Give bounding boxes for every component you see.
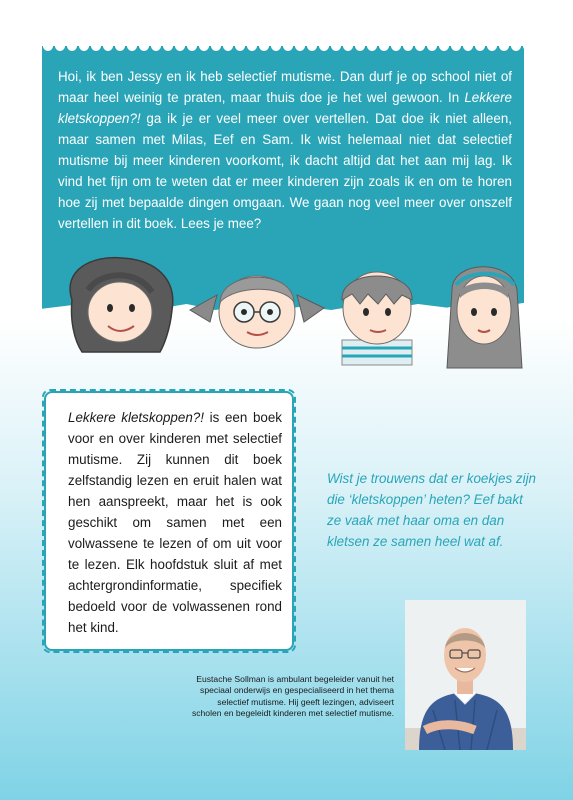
child-face-milas	[190, 276, 324, 348]
child-face-eef	[447, 267, 522, 368]
child-face-sam	[342, 272, 412, 365]
author-portrait	[405, 600, 526, 750]
intro-text-part-2: ga ik je er veel meer over vertellen. Dat doe ik niet alleen, maar samen met Milas, Eef en Sam. Ik wist helemaal niet dat selectief mutisme bij meer kinderen voorkomt, ik dacht altijd dat het aan mij lag. Ik vind het fijn om te weten dat er meer kinderen zijn zoals ik en om te horen hoe zij met bepaalde dingen omgaan. We gaan nog veel meer over onszelf vertellen in dit boek. Lees je mee?	[58, 111, 512, 231]
author-photo	[405, 600, 526, 750]
intro-text-part-1: Hoi, ik ben Jessy en ik heb selectief mutisme. Dan durf je op school niet of maar heel weinig te praten, maar thuis doe je het wel gewoon. In	[58, 69, 512, 105]
kletskoppen-aside: Wist je trouwens dat er koekjes zijn die ‘kletskoppen’ heten? Eef bakt ze vaak met haar oma en dan kletsen ze samen heel wat af.	[327, 471, 537, 549]
children-illustration	[42, 240, 542, 370]
intro-text	[58, 66, 512, 234]
info-book-title: Lekkere kletskoppen?!	[68, 410, 204, 425]
book-title-inline: Lekkere kletskoppen?!	[58, 90, 512, 126]
author-bio: Eustache Sollman is ambulant begeleider vanuit het speciaal onderwijs en gespecialiseerd in het thema selectief mutisme. Hij geeft lezingen, adviseert scholen en begeleidt kinderen met selectief mutisme.	[191, 674, 394, 719]
child-face-jessy	[70, 258, 173, 352]
info-description: is een boek voor en over kinderen met selectief mutisme. Zij kunnen dit boek zelfstandig lezen en eruit halen wat hen aanspreekt, maar het is ook geschikt om samen met een volwassene te lezen of om uit voor te lezen. Elk hoofdstuk sluit af met achtergrondinformatie, specifiek bedoeld voor de volwassenen rond het kind.	[68, 410, 282, 635]
info-text	[68, 407, 282, 638]
